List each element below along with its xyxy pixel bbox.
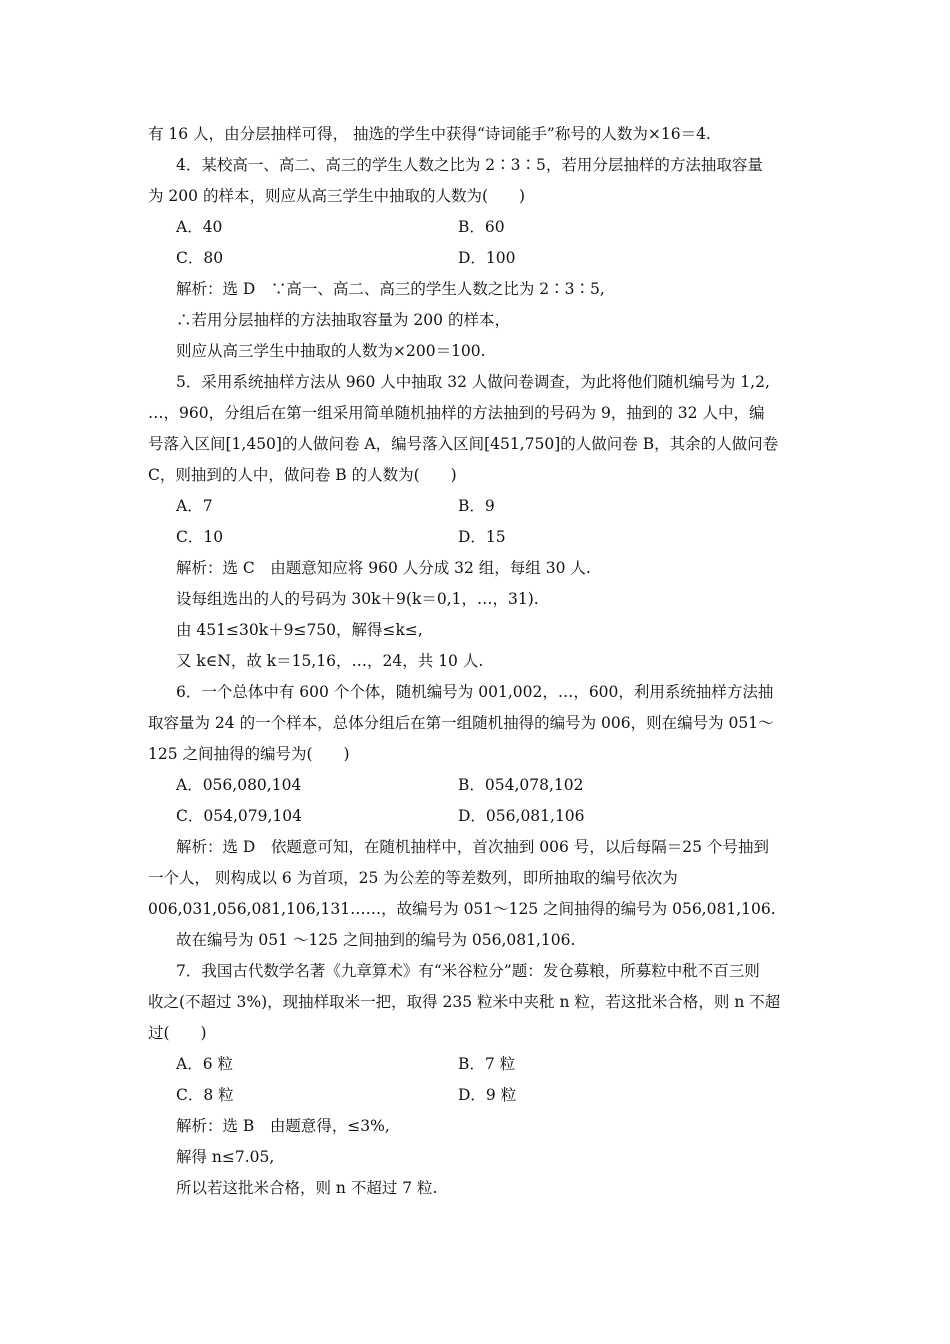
q7-option-c: C．8 粒 <box>176 1086 234 1104</box>
question-4-stem: 4．某校高一、高二、高三的学生人数之比为 2∶3∶5，若用分层抽样的方法抽取容量 <box>176 156 763 174</box>
q4-solution-line: 则应从高三学生中抽取的人数为×200＝100. <box>176 342 486 360</box>
q4-option-a: A．40 <box>176 218 223 236</box>
question-7-stem-cont: 收之(不超过 3%)，现抽样取米一把，取得 235 粒米中夹秕 n 粒，若这批米合格，则 n 不超 <box>148 993 781 1011</box>
q5-solution-line: 又 k∈N，故 k＝15,16，…，24，共 10 人. <box>176 652 484 670</box>
question-6-stem: 6．一个总体中有 600 个个体，随机编号为 001,002，…，600，利用系统抽样方法抽 <box>176 683 774 701</box>
q7-solution: 解析：选 B 由题意得，≤3%, <box>176 1117 390 1135</box>
q6-solution-line: 一个人， 则构成以 6 为首项，25 为公差的等差数列，即所抽取的编号依次为 <box>148 869 678 887</box>
q5-option-d: D．15 <box>458 528 506 546</box>
q6-option-a: A．056,080,104 <box>176 776 302 794</box>
q5-option-a: A．7 <box>176 497 213 515</box>
question-6-stem-cont: 取容量为 24 的一个样本，总体分组后在第一组随机抽得的编号为 006，则在编号为 051～ <box>148 714 774 732</box>
q7-solution-line: 所以若这批米合格，则 n 不超过 7 粒. <box>176 1179 438 1197</box>
q7-option-d: D．9 粒 <box>458 1086 517 1104</box>
q6-option-d: D．056,081,106 <box>458 807 585 825</box>
q5-option-b: B．9 <box>458 497 495 515</box>
text-line: 有 16 人，由分层抽样可得， 抽选的学生中获得“诗词能手”称号的人数为×16＝4. <box>148 125 711 143</box>
q7-solution-line: 解得 n≤7.05, <box>176 1148 275 1166</box>
q4-solution-line: ∴若用分层抽样的方法抽取容量为 200 的样本， <box>176 311 510 329</box>
q6-option-b: B．054,078,102 <box>458 776 584 794</box>
question-7-stem: 7．我国古代数学名著《九章算术》有“米谷粒分”题：发仓募粮，所募粒中秕不百三则 <box>176 962 760 980</box>
q4-option-c: C．80 <box>176 249 224 267</box>
q6-solution-line: 006,031,056,081,106,131……，故编号为 051～125 之间抽得的编号为 056,081,106. <box>148 900 776 918</box>
question-5-stem-cont: …，960，分组后在第一组采用简单随机抽样的方法抽到的号码为 9，抽到的 32 人中，编 <box>148 404 765 422</box>
question-4-stem-cont: 为 200 的样本，则应从高三学生中抽取的人数为( ) <box>148 187 526 205</box>
q6-option-c: C．054,079,104 <box>176 807 302 825</box>
q5-solution-line: 由 451≤30k＋9≤750，解得≤k≤, <box>176 621 423 639</box>
question-6-stem-cont: 125 之间抽得的编号为( ) <box>148 745 350 763</box>
q4-solution: 解析：选 D ∵高一、高二、高三的学生人数之比为 2∶3∶5, <box>176 280 605 298</box>
question-7-stem-cont: 过( ) <box>148 1024 207 1042</box>
question-5-stem-cont: 号落入区间[1,450]的人做问卷 A，编号落入区间[451,750]的人做问卷 B，其余的人做问卷 <box>148 435 779 453</box>
question-5-stem: 5．采用系统抽样方法从 960 人中抽取 32 人做问卷调查，为此将他们随机编号为 1,2, <box>176 373 770 391</box>
q5-solution: 解析：选 C 由题意知应将 960 人分成 32 组，每组 30 人. <box>176 559 591 577</box>
question-5-stem-cont: C，则抽到的人中，做问卷 B 的人数为( ) <box>148 466 457 484</box>
q4-option-b: B．60 <box>458 218 505 236</box>
q7-option-a: A．6 粒 <box>176 1055 233 1073</box>
q7-option-b: B．7 粒 <box>458 1055 516 1073</box>
q5-solution-line: 设每组选出的人的号码为 30k＋9(k＝0,1，…，31). <box>176 590 539 608</box>
q5-option-c: C．10 <box>176 528 224 546</box>
q6-solution: 解析：选 D 依题意可知，在随机抽样中，首次抽到 006 号，以后每隔＝25 个号抽到 <box>176 838 769 856</box>
q6-solution-line: 故在编号为 051 ～125 之间抽到的编号为 056,081,106. <box>176 931 576 949</box>
q4-option-d: D．100 <box>458 249 516 267</box>
